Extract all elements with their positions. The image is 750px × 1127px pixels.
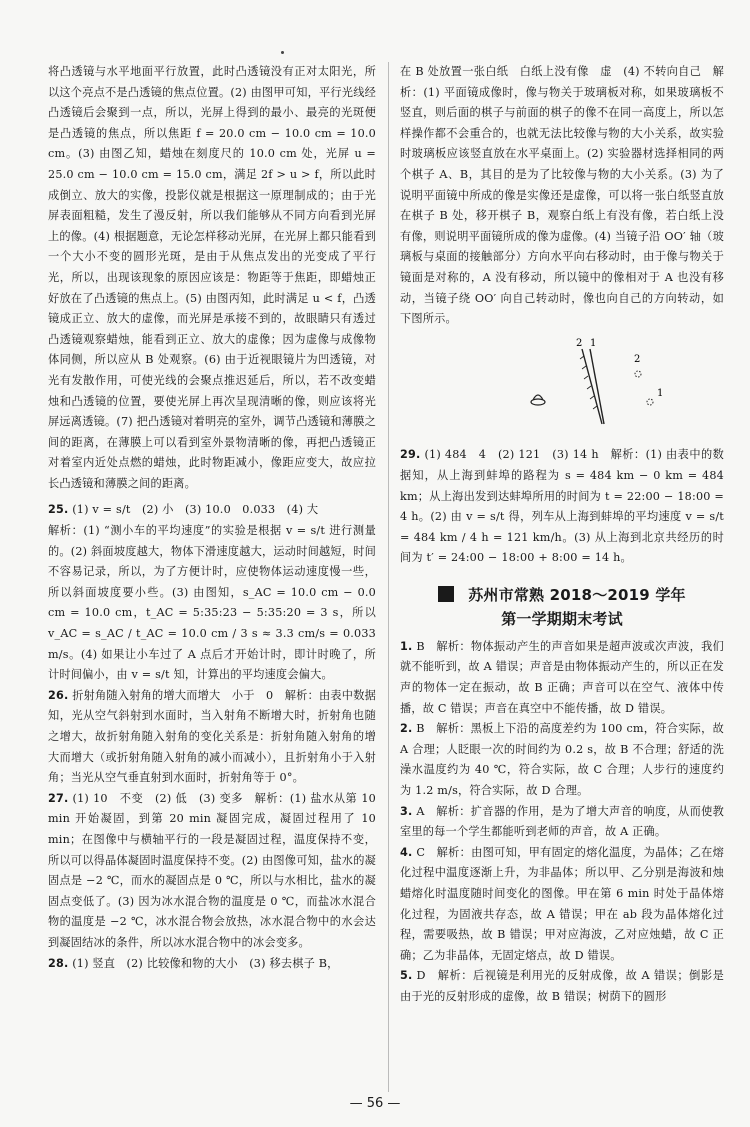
answer-27: 27. (1) 10 不变 (2) 低 (3) 变多 解析：(1) 盐水从第 10 min 开始凝固，到第 20 min 凝固完成，凝固过程用了 10 min；在图像中与横轴平行的一段是凝固过程，温度保持不变，所以可以得晶体凝固时温度保持不变。(2) 由图像可知，盐水的凝固点是 −2 ℃，而水的凝固点是 0 ℃，所以与水相比，盐水的凝固点变低了。(3) 因为冰水混合物的温度是 0 ℃，而盐冰水混合物的温度是 −2 ℃，冰水混合物会放热，冰水混合物中的水会达到凝固结冰的条件，所以冰水混合物中的冰会变多。 — [48, 791, 377, 949]
decorative-dot — [281, 51, 284, 54]
exam-answer-3: 3. A 解析：扩音器的作用，是为了增大声音的响度，从而使教室里的每一个学生都能听到老师的声音，故 A 正确。 — [400, 804, 724, 839]
left-column — [48, 62, 376, 974]
section-title: 苏州市常熟 2018～2019 学年 第一学期期末考试 — [400, 583, 724, 631]
answer-25: 25. (1) v = s/t (2) 小 (3) 10.0 0.033 (4) 大 — [48, 503, 319, 517]
exam-answer-2: 2. B 解析：黑板上下沿的高度差约为 100 cm，符合实际，故 A 合理；人眨眼一次的时间约为 0.2 s，故 B 不合理；舒适的洗澡水温度约为 40 ℃，符合实际，故 C 合理；人步行的速度约为 1.2 m/s，符合实际，故 D 合理。 — [400, 722, 724, 798]
answer-29: 29. (1) 484 4 (2) 121 (3) 14 h 解析：(1) 由表中的数据知，从上海到蚌埠的路程为 s = 484 km − 0 km = 484 km；从上海出发到达蚌埠所用的时间为 t = 22:00 − 18:00 = 4 h。(2) 由 v = s/t 得，列车从上海到蚌埠的平均速度 v = s/t = 484 km / 4 h = 121 km/h。(3) 从上海到北京共经历的时间为 t′ = 24:00 − 18:00 + 8:00 = 14 h。 — [400, 448, 724, 565]
exam-answer-5: 5. D 解析：后视镜是利用光的反射成像，故 A 错误；倒影是由于光的反射形成的虚像，故 B 错误；树荫下的圆形 — [400, 969, 724, 1003]
answer-26: 26. 折射角随入射角的增大而增大 小于 0 解析：由表中数据知，光从空气斜射到水面时，当入射角不断增大时，折射角也随之增大，故折射角随入射角的变化关系是：折射角随入射角的增大而增大（或折射角随入射角的减小而减小），且折射角小于入射角；当光从空气垂直射到水面时，折射角等于 0°。 — [48, 688, 376, 785]
answer-24-continuation: 将凸透镜与水平地面平行放置，此时凸透镜没有正对太阳光，所以这个亮点不是凸透镜的焦点位置。(2) 由图甲可知，平行光线经凸透镜后会聚到一点，所以，光屏上得到的最小、最亮的光斑便是凸透镜的焦点，所以焦距 f = 20.0 cm − 10.0 cm = 10.0 cm。(3) 由图乙知，蜡烛在刻度尺的 10.0 cm 处，光屏 u = 25.0 cm − 10.0 cm = 15.0 cm，满足 2f > u > f，所以此时成倒立、放大的实像，投影仪就是根据这一原理制成的；由于光屏表面粗糙，发生了漫反射，所以我们能够从不同方向看到光屏上的像。(4) 根据题意，无论怎样移动光屏，在光屏上都只能看到一个大小不变的圆形光斑，是由于从焦点发出的光变成了平行光，所以，出现该现象的原因应该是：物距等于焦距，即蜡烛正好放在了凸透镜的焦点上。(5) 由图丙知，此时满足 u < f，凸透镜成正立、放大的虚像，而光屏是承接不到的，故眼睛只有透过凸透镜观察蜡烛，能看到正立、放大的虚像；因为虚像与成像物体同侧，所以应从 B 处观察。(6) 由于近视眼镜片为凹透镜，对光有发散作用，可使光线的会聚点推迟延后，所以，若不改变蜡烛和凸透镜的位置，要使光屏上再次呈现清晰的像，则应该将光屏远离透镜。(7) 把凸透镜对着明亮的室外，调节凸透镜和薄膜之间的距离，在薄膜上可以看到室外景物清晰的像，再把凸透镜正对着室内近处点燃的蜡烛，此时物距减小，像距应变大，故应拉长凸透镜和薄膜之间的距离。 — [48, 65, 376, 490]
exam-answer-1: 1. B 解析：物体振动产生的声音如果是超声波或次声波，我们就不能听到，故 A 错误；声音是由物体振动产生的，所以正在发声的物体一定在振动，故 B 正确；声音可以在空气、液体中传播，故 C 错误；声音在真空中不能传播，故 D 错误。 — [400, 639, 725, 715]
image-label-2: 2 — [634, 353, 641, 365]
mirror-label-1: 1 — [590, 337, 597, 349]
exam-answer-4: 4. C 解析：由图可知，甲有固定的熔化温度，为晶体；乙在熔化过程中温度逐渐上升，为非晶体；所以甲、乙分别是海波和烛蜡熔化时温度随时间变化的图像。甲在第 6 min 时处于晶体熔化过程，为固液共存态，故 A 错误；甲在 ab 段为晶体熔化过程，需要吸热，故 B 错误；甲对应海波，乙对应烛蜡，故 C 正确；乙为非晶体，无固定熔点，故 D 错误。 — [400, 845, 724, 962]
mirror-label-2: 2 — [576, 337, 583, 349]
mirror-glass-icon — [580, 349, 604, 424]
answer-28: 28. (1) 竖直 (2) 比较像和物的大小 (3) 移去棋子 B， — [48, 956, 339, 970]
image-label-1: 1 — [657, 387, 664, 399]
right-column — [400, 62, 724, 1008]
answer-28-continuation: 在 B 处放置一张白纸 白纸上没有像 虚 (4) 不转向自己 解析：(1) 平面镜成像时，像与物关于玻璃板对称，如果玻璃板不竖直，则后面的棋子与前面的棋子的像不在同一高度上，所以怎样操作都不会重合的，也就无法比较像与物的大小关系，故实验时玻璃板应该竖直放在水平桌面上。(2) 实验器材选择相同的两个棋子 A、B，其目的是为了比较像与物的大小关系。(3) 为了说明平面镜中所成的像是实像还是虚像，可以将一张白纸竖直放在棋子 B 处，移开棋子 B，观察白纸上有没有像，若白纸上没有像，则说明平面镜所成的像为虚像。(4) 当镜子沿 OO′ 轴（玻璃板与桌面的接触部分）方向水平向右移动时，由于像与物关于镜面是对称的，A 没有移动，所以镜中的像相对于 A 也没有移动，当镜子绕 OO′ 向自己转动时，像也向自己的方向转动，如下图所示。 — [400, 65, 724, 326]
mirror-rotation-figure — [520, 334, 670, 434]
answer-25-explanation: 解析：(1) “测小车的平均速度”的实验是根据 v = s/t 进行测量的。(2) 斜面坡度越大，物体下滑速度越大，运动时间越短，时间不容易记录，所以，为了方便计时，应使物体运动速度慢一些，所以斜面坡度要小些。(3) 由图知，s_AC = 10.0 cm − 0.0 cm = 10.0 cm，t_AC = 5:35:23 − 5:35:20 = 3 s，所以 v_AC = s_AC / t_AC = 10.0 cm / 3 s ≈ 3.3 cm/s = 0.033 m/s。(4) 如果让小车过了 A 点后才开始计时，即计时晚了，所计时间偏小，由 v = s/t 知，计算出的平均速度会偏大。 — [48, 524, 376, 682]
column-divider — [388, 62, 389, 1092]
image-positions-icon — [635, 371, 653, 405]
page-number: — 56 — — [349, 1096, 401, 1111]
candle-left-icon — [531, 395, 545, 405]
section-marker-icon — [438, 586, 454, 602]
